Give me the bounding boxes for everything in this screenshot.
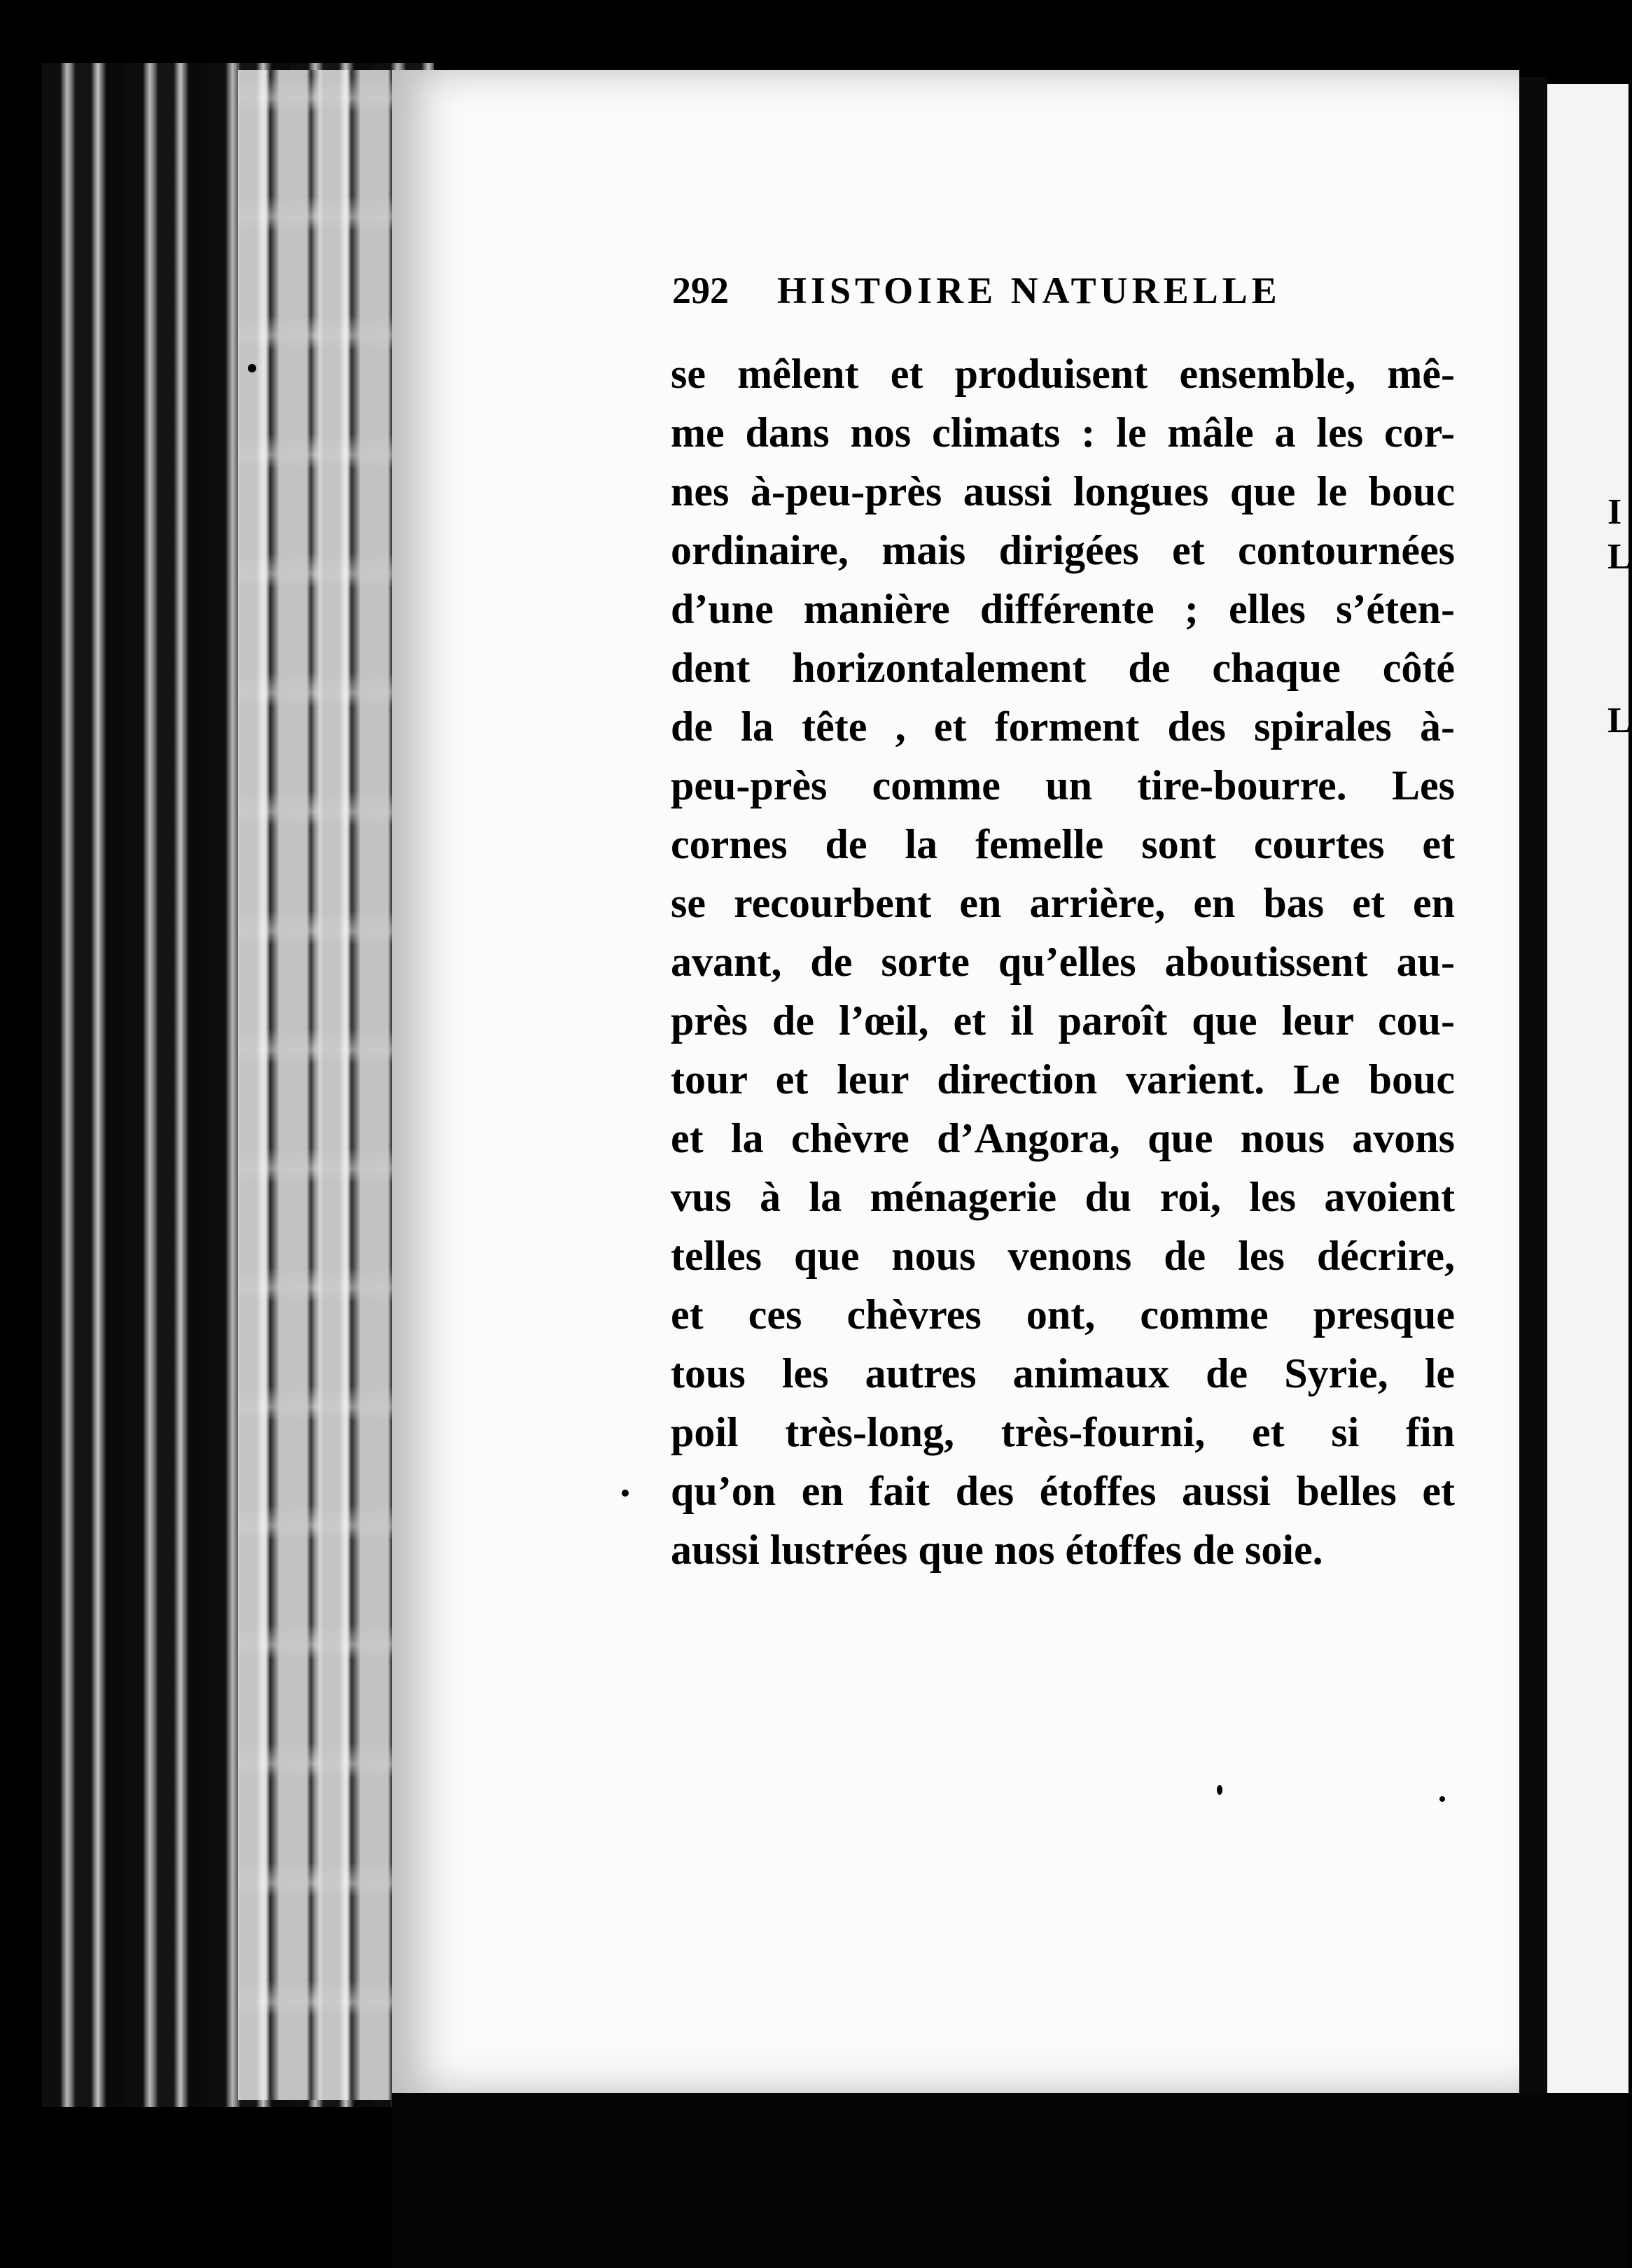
facing-letter: L — [1607, 537, 1632, 577]
running-head — [672, 269, 1330, 312]
facing-letter: I — [1607, 492, 1622, 532]
text-line: poil très-long, très-fourni, et si fin — [671, 1409, 1455, 1455]
body-text — [671, 344, 1455, 1579]
text-line: nes à-peu-près aussi longues que le bouc — [671, 468, 1455, 514]
facing-page-text — [1607, 490, 1632, 743]
page-gutter — [1519, 77, 1547, 2107]
running-title: HISTOIRE NATURELLE — [777, 270, 1281, 312]
facing-letter: L — [1607, 701, 1632, 741]
ink-speck — [14, 658, 22, 666]
text-line: se recourbent en arrière, en bas et en — [671, 880, 1455, 926]
facing-page-edge — [1547, 84, 1628, 2114]
text-line: telles que nous venons de les décrire, — [671, 1233, 1455, 1279]
text-line: vus à la ménagerie du roi, les avoient — [671, 1174, 1455, 1220]
text-line: et la chèvre d’Angora, que nous avons — [671, 1115, 1455, 1161]
text-line: d’une manière différente ; elles s’éten- — [671, 586, 1455, 632]
page-number: 292 — [672, 270, 729, 312]
ink-speck — [1439, 1796, 1445, 1802]
text-line: me dans nos climats : le mâle a les cor- — [671, 410, 1455, 456]
ink-speck — [248, 364, 256, 372]
text-line: et ces chèvres ont, comme presque — [671, 1292, 1455, 1338]
text-line: tous les autres animaux de Syrie, le — [671, 1350, 1455, 1396]
text-line: cornes de la femelle sont courtes et — [671, 821, 1455, 867]
text-line: qu’on en fait des étoffes aussi belles et — [671, 1468, 1455, 1514]
text-line: peu-près comme un tire-bourre. Les — [671, 762, 1455, 808]
text-line: se mêlent et produisent ensemble, mê- — [671, 351, 1455, 397]
text-line: près de l’œil, et il paroît que leur cou- — [671, 997, 1455, 1044]
text-line: tour et leur direction varient. Le bouc — [671, 1056, 1455, 1102]
text-line: de la tête , et forment des spirales à- — [671, 704, 1455, 750]
text-line: avant, de sorte qu’elles aboutissent au- — [671, 939, 1455, 985]
scan-bottom-border — [392, 2093, 1628, 2268]
ink-speck — [1217, 1785, 1222, 1795]
text-line: ordinaire, mais dirigées et contournées — [671, 527, 1455, 573]
text-line: aussi lustrées que nos étoffes de soie. — [671, 1527, 1323, 1573]
page-edge-texture — [238, 70, 406, 2100]
ink-speck — [622, 1490, 629, 1497]
text-line: dent horizontalement de chaque côté — [671, 645, 1455, 691]
ink-speck — [952, 28, 959, 35]
